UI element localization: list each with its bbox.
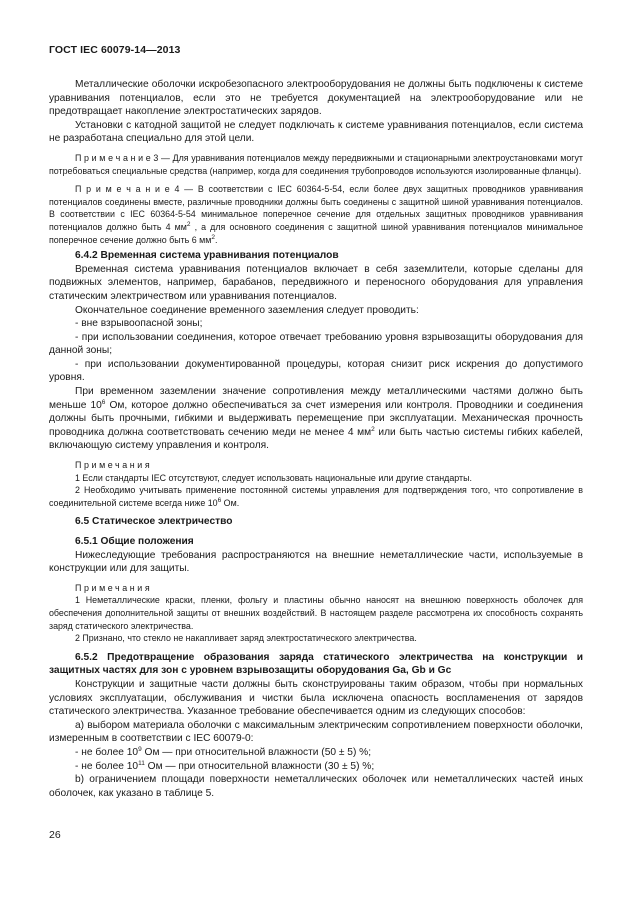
notes-heading: Примечания [75,460,153,471]
section-heading: 6.4.2 Временная система уравнивания потенциалов [75,250,339,262]
list-item: - вне взрывоопасной зоны; [75,318,203,330]
paragraph: Временная система уравнивания потенциалов включает в себя заземлители, которые сделаны для подвижных элементов, например, барабанов, передвижного и переносного оборудования для управления статическим электричеством или уравнивания потенциалов. [49,263,583,302]
paragraph: b) ограничением площади поверхности неметаллических оболочек или неметаллических частей иных оболочек, как указано в таблице 5. [49,774,583,799]
notes-heading: Примечания [75,582,153,593]
paragraph: а) выбором материала оболочки с максимальным электрическим сопротивлением поверхности оболочки, измеренным в соответствии с IEC 60079-0: [49,719,583,745]
note: 2 Необходимо учитывать применение постоянной системы управления для подтверждения того, что сопротивление в соединительной системе всегда ниже $10^6$ Ом. [49,485,583,508]
page-number: 26 [49,829,61,841]
section-heading: 6.5.1 Общие положения [75,536,194,547]
note: 1 Если стандарты IEC отсутствуют, следует использовать национальные или другие стандарты. [75,472,472,483]
paragraph: Конструкции и защитные части должны быть сконструированы таким образом, чтобы при нормальных условиях эксплуатации, обслуживания и чистки была исключена опасность воспламенения от зарядов статического электричества. Указанное требование обеспечивается одним из следующих способов: [49,678,583,718]
paragraph: Окончательное соединение временного заземления следует проводить: [75,304,419,316]
document-body [49,78,583,800]
note: П р и м е ч а н и е 3 — Для уравнивания потенциалов между передвижными и стационарными электроустановками могут потребоваться специальные средства (например, когда для соединения трубопроводов используются изолированные фланцы). [49,152,583,176]
paragraph: Металлические оболочки искробезопасного электрооборудования не должны быть подключены к системе уравнивания потенциалов, если это не требуется документацией на электрооборудование или не предотвращает накопление электростатических зарядов. [49,79,583,118]
paragraph: Установки с катодной защитой не следует подключать к системе уравнивания потенциалов, если система не разработана специально для этой цели. [49,119,583,145]
note: П р и м е ч а н и е 4 — В соответствии с IEC 60364-5-54, если более двух защитных проводников уравнивания потенциалов соединены вместе, различные проводники должны быть соединены с защитной шиной уравнивания потенциалов. В соответствии с IEC 60364-5-54 минимальное поперечное сечение для отдельных защитных проводников уравнивания потенциалов должно быть 4 $мм^2$ , а для основного соединения с защитной шиной уравнивания потенциалов минимальное поперечное сечение должно быть 6 $мм^2$. [49,184,583,245]
list-item: - не более $10^{11}$ Ом — при относительной влажности (30 ± 5) %; [75,759,375,772]
paragraph: Нижеследующие требования распространяются на внешние неметаллические части, используемые в конструкции или для защиты. [49,549,583,575]
list-item: - не более $10^9$ Ом — при относительной влажности (50 ± 5) %; [75,745,372,758]
list-item: - при использовании документированной процедуры, которая снизит риск искрения до допустимого уровня. [49,358,583,384]
document-header: ГОСТ IEC 60079-14—2013 [49,44,181,56]
paragraph: При временном заземлении значение сопротивления между металлическими частями должно быть меньше $10^6$ Ом, которое должно обеспечиваться за счет измерения или контроля. Проводники и соединения должны быть прочными, гибкими и выдерживать перемещение при эксплуатации. Механическая прочность проводника должна соответствовать сечению меди не менее 4 $мм^2$ или быть частью системы гибких кабелей, включающую систему управления и контроля. [49,386,583,452]
section-heading: 6.5.2 Предотвращение образования заряда статического электричества на конструкции и защитных частях для зон с уровнем взрывозащиты оборудования Ga, Gb и Gc [49,651,583,677]
note: 2 Признано, что стекло не накапливает заряд электростатического электричества. [75,633,417,644]
note: 1 Неметаллические краски, пленки, фольгу и пластины обычно наносят на внешнюю поверхность оболочек для обеспечения дополнительной защиты от внешних воздействий. В настоящем разделе рассмотрена их способность сохранять заряд статического электричества. [49,595,583,631]
section-heading: 6.5 Статическое электричество [75,516,233,528]
list-item: - при использовании соединения, которое отвечает требованию уровня взрывозащиты оборудования для данной зоны; [49,331,583,357]
